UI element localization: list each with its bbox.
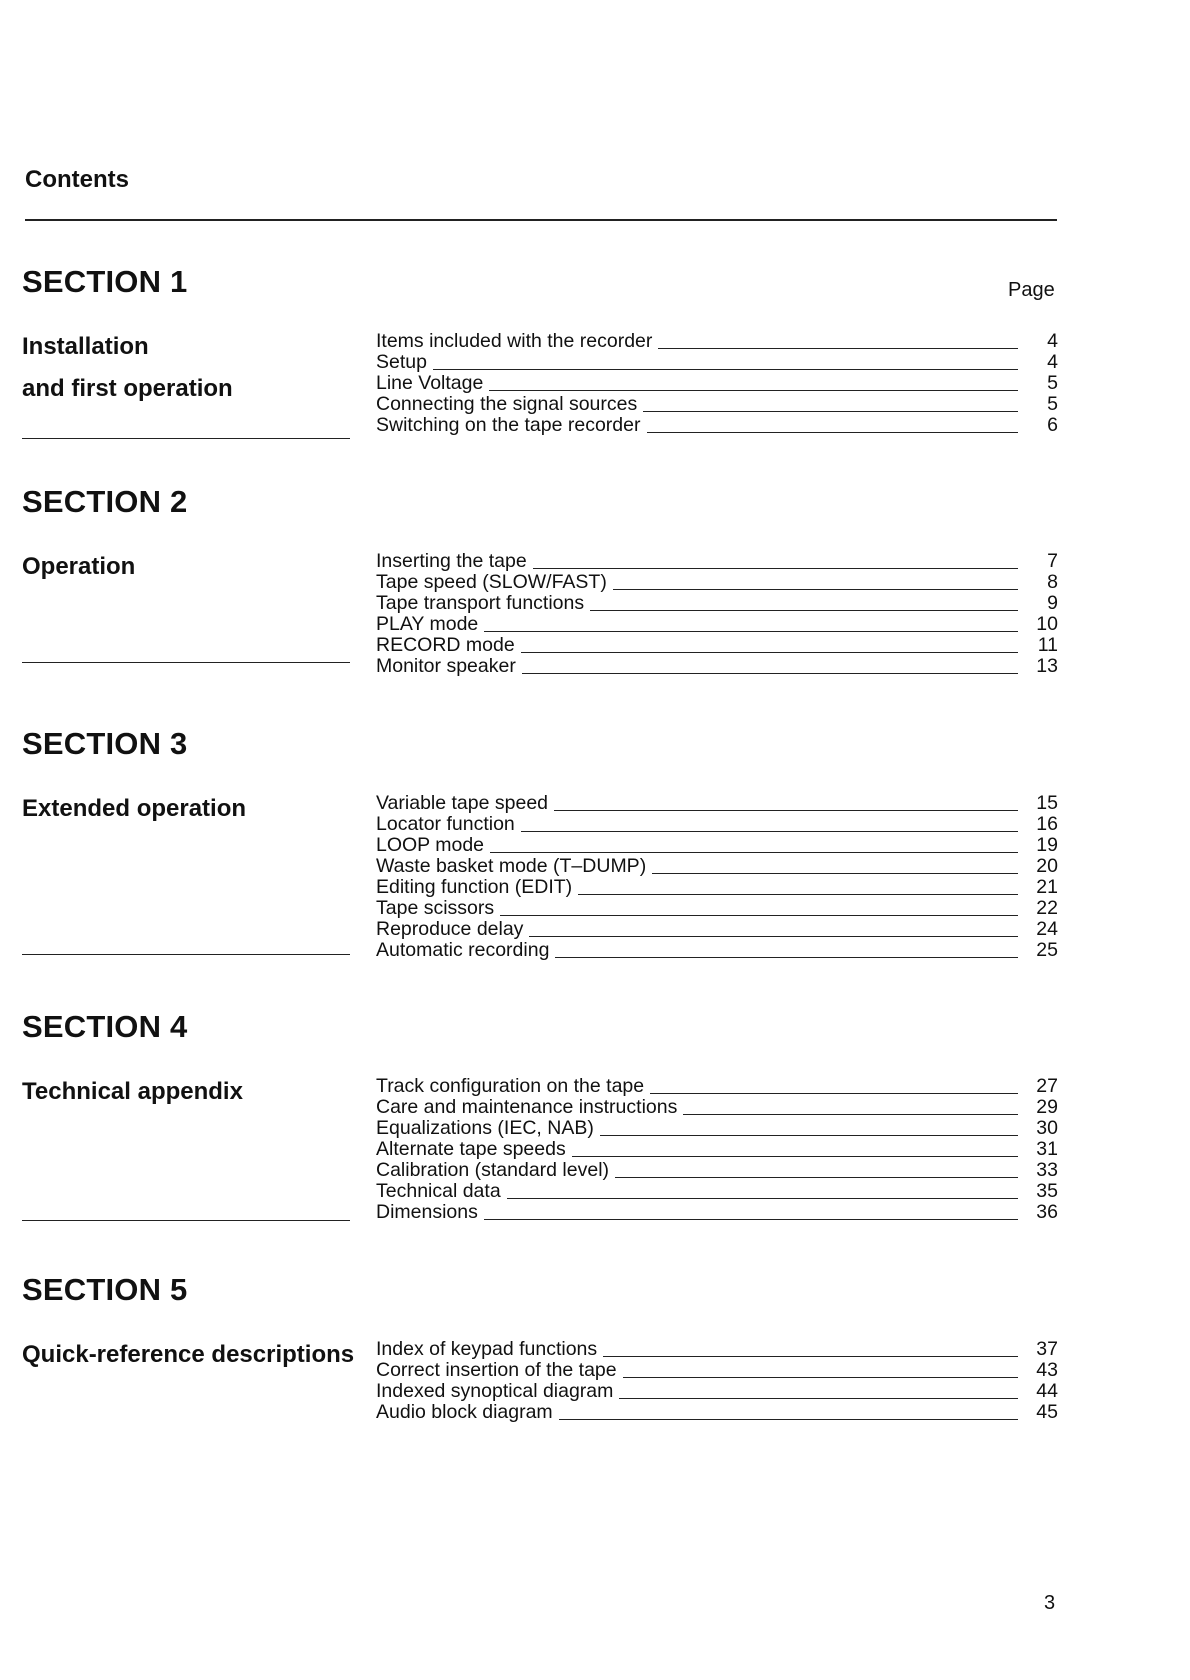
toc-leader-line [484, 1219, 1018, 1220]
toc-entry[interactable] [376, 352, 1058, 373]
toc-list [376, 1339, 1058, 1423]
toc-entry[interactable] [376, 856, 1058, 877]
section-subtitle [22, 546, 135, 588]
toc-entry-page: 15 [1036, 792, 1058, 814]
toc-entry[interactable] [376, 1202, 1058, 1223]
toc-leader-line [521, 831, 1018, 832]
toc-entry-title: Correct insertion of the tape [376, 1359, 617, 1381]
heading-divider [25, 219, 1057, 221]
toc-entry[interactable] [376, 1097, 1058, 1118]
toc-entry[interactable] [376, 814, 1058, 835]
toc-entry-title: Calibration (standard level) [376, 1159, 610, 1181]
toc-entry-title: Inserting the tape [376, 550, 527, 572]
toc-entry-title: Tape speed (SLOW/FAST) [376, 571, 607, 593]
toc-entry[interactable] [376, 656, 1058, 677]
toc-leader-line [500, 915, 1018, 916]
toc-entry-page: 4 [1047, 330, 1058, 352]
toc-entry[interactable] [376, 1139, 1058, 1160]
toc-entry-title: Track configuration on the tape [376, 1075, 645, 1097]
toc-entry-title: Dimensions [376, 1201, 478, 1223]
toc-leader-line [521, 652, 1018, 653]
toc-entry-title: Audio block diagram [376, 1401, 553, 1423]
toc-entry[interactable] [376, 415, 1058, 436]
toc-list [376, 1076, 1058, 1223]
toc-entry-title: LOOP mode [376, 834, 485, 856]
toc-entry-title: Indexed synoptical diagram [376, 1380, 614, 1402]
toc-entry-page: 43 [1036, 1359, 1058, 1381]
section-title: SECTION 5 [22, 1272, 188, 1307]
toc-leader-line [683, 1114, 1018, 1115]
toc-leader-line [555, 957, 1018, 958]
toc-entry[interactable] [376, 877, 1058, 898]
toc-entry-page: 27 [1036, 1075, 1058, 1097]
section-subtitle [22, 326, 233, 410]
toc-entry-title: RECORD mode [376, 634, 515, 656]
toc-leader-line [623, 1377, 1018, 1378]
toc-entry-page: 30 [1036, 1117, 1058, 1139]
toc-list [376, 793, 1058, 961]
toc-entry-page: 19 [1036, 834, 1058, 856]
toc-entry[interactable] [376, 614, 1058, 635]
toc-leader-line [578, 894, 1018, 895]
toc-leader-line [554, 810, 1018, 811]
toc-entry[interactable] [376, 572, 1058, 593]
toc-entry[interactable] [376, 793, 1058, 814]
toc-entry-title: Equalizations (IEC, NAB) [376, 1117, 594, 1139]
toc-leader-line [572, 1156, 1018, 1157]
toc-list [376, 331, 1058, 436]
toc-entry[interactable] [376, 551, 1058, 572]
toc-entry[interactable] [376, 1339, 1058, 1360]
toc-leader-line [658, 348, 1018, 349]
toc-entry-page: 20 [1036, 855, 1058, 877]
page-column-label: Page [1008, 279, 1055, 301]
toc-entry-title: Care and maintenance instructions [376, 1096, 678, 1118]
toc-entry-page: 7 [1047, 550, 1058, 572]
toc-entry[interactable] [376, 898, 1058, 919]
section-subtitle-line: and first operation [22, 375, 233, 402]
toc-leader-line [603, 1356, 1018, 1357]
toc-entry-page: 9 [1047, 592, 1058, 614]
toc-entry-title: Reproduce delay [376, 918, 524, 940]
section-title: SECTION 3 [22, 726, 188, 761]
toc-leader-line [489, 390, 1018, 391]
toc-entry-page: 35 [1036, 1180, 1058, 1202]
toc-entry-page: 5 [1047, 393, 1058, 415]
section-subtitle [22, 788, 246, 830]
toc-entry[interactable] [376, 835, 1058, 856]
toc-entry-page: 16 [1036, 813, 1058, 835]
toc-leader-line [484, 631, 1018, 632]
toc-leader-line [522, 673, 1018, 674]
page-heading: Contents [25, 166, 129, 193]
section-divider [22, 438, 350, 439]
section-title: SECTION 1 [22, 264, 188, 299]
toc-entry-page: 11 [1037, 634, 1058, 656]
toc-leader-line [647, 432, 1019, 433]
toc-entry-title: Variable tape speed [376, 792, 549, 814]
toc-entry-page: 21 [1036, 876, 1058, 898]
section-subtitle [22, 1334, 354, 1376]
toc-entry-title: Tape scissors [376, 897, 495, 919]
toc-leader-line [613, 589, 1018, 590]
toc-entry-page: 25 [1036, 939, 1058, 961]
toc-entry[interactable] [376, 1076, 1058, 1097]
toc-leader-line [559, 1419, 1018, 1420]
section-subtitle-line: Quick-reference descriptions [22, 1341, 355, 1368]
section-subtitle-line: Extended operation [22, 795, 247, 822]
toc-leader-line [650, 1093, 1018, 1094]
toc-entry[interactable] [376, 940, 1058, 961]
toc-entry-title: Technical data [376, 1180, 501, 1202]
toc-entry-title: Locator function [376, 813, 515, 835]
toc-entry[interactable] [376, 373, 1058, 394]
section-subtitle-line: Operation [22, 553, 136, 580]
toc-entry-page: 10 [1036, 613, 1058, 635]
section-divider [22, 954, 350, 955]
section-subtitle-line: Installation [22, 333, 149, 360]
toc-entry[interactable] [376, 919, 1058, 940]
section-subtitle [22, 1071, 243, 1113]
toc-entry-title: Index of keypad functions [376, 1338, 598, 1360]
toc-leader-line [533, 568, 1018, 569]
toc-entry-title: Waste basket mode (T–DUMP) [376, 855, 647, 877]
toc-entry[interactable] [376, 593, 1058, 614]
toc-leader-line [619, 1398, 1018, 1399]
toc-entry-title: Alternate tape speeds [376, 1138, 566, 1160]
toc-list [376, 551, 1058, 677]
toc-entry-page: 13 [1036, 655, 1058, 677]
toc-entry-page: 22 [1036, 897, 1058, 919]
toc-leader-line [507, 1198, 1018, 1199]
toc-entry-page: 6 [1047, 414, 1058, 436]
toc-entry[interactable] [376, 394, 1058, 415]
toc-entry-title: Setup [376, 351, 427, 373]
toc-leader-line [529, 936, 1018, 937]
toc-leader-line [643, 411, 1018, 412]
toc-entry[interactable] [376, 1381, 1058, 1402]
toc-entry-page: 33 [1036, 1159, 1058, 1181]
toc-leader-line [590, 610, 1018, 611]
toc-entry-page: 45 [1036, 1401, 1058, 1423]
toc-leader-line [615, 1177, 1018, 1178]
toc-entry[interactable] [376, 1118, 1058, 1139]
toc-entry-title: Monitor speaker [376, 655, 516, 677]
toc-entry-page: 36 [1036, 1201, 1058, 1223]
toc-entry-page: 29 [1036, 1096, 1058, 1118]
toc-entry-title: Connecting the signal sources [376, 393, 638, 415]
toc-entry[interactable] [376, 1160, 1058, 1181]
toc-entry-page: 24 [1036, 918, 1058, 940]
section-title: SECTION 2 [22, 484, 188, 519]
toc-leader-line [600, 1135, 1018, 1136]
section-title: SECTION 4 [22, 1009, 188, 1044]
toc-entry-title: Items included with the recorder [376, 330, 653, 352]
toc-entry-title: PLAY mode [376, 613, 479, 635]
toc-entry-page: 44 [1036, 1380, 1058, 1402]
toc-entry[interactable] [376, 1360, 1058, 1381]
toc-entry-page: 5 [1047, 372, 1058, 394]
page-number: 3 [1044, 1592, 1056, 1614]
section-divider [22, 1220, 350, 1221]
toc-entry[interactable] [376, 635, 1058, 656]
toc-leader-line [433, 369, 1018, 370]
toc-entry-title: Switching on the tape recorder [376, 414, 641, 436]
toc-leader-line [490, 852, 1018, 853]
section-subtitle-line: Technical appendix [22, 1078, 243, 1105]
toc-entry[interactable] [376, 331, 1058, 352]
section-divider [22, 662, 350, 663]
toc-entry-page: 37 [1036, 1338, 1058, 1360]
toc-entry-page: 31 [1036, 1138, 1058, 1160]
toc-entry[interactable] [376, 1181, 1058, 1202]
toc-entry[interactable] [376, 1402, 1058, 1423]
toc-entry-title: Line Voltage [376, 372, 484, 394]
toc-entry-page: 4 [1047, 351, 1058, 373]
toc-entry-title: Automatic recording [376, 939, 550, 961]
toc-leader-line [652, 873, 1018, 874]
toc-entry-page: 8 [1047, 571, 1058, 593]
toc-entry-title: Editing function (EDIT) [376, 876, 573, 898]
toc-entry-title: Tape transport functions [376, 592, 585, 614]
